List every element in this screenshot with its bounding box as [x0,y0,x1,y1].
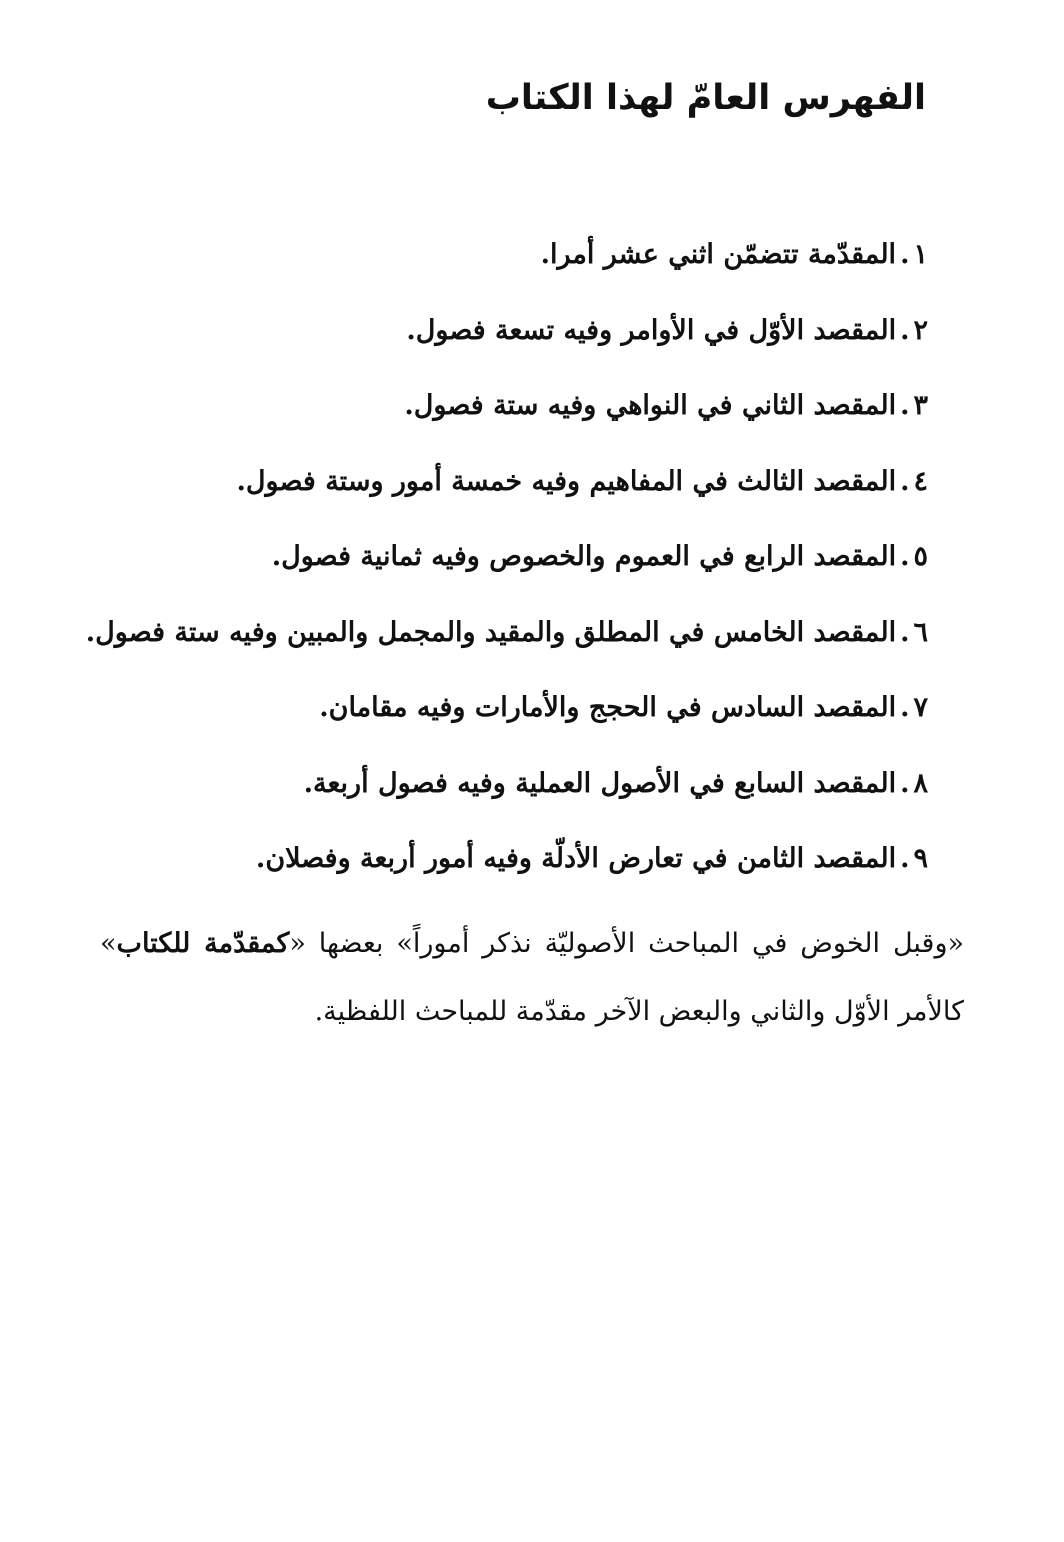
toc-item-text: المقصد الأوّل في الأوامر وفيه تسعة فصول. [406,314,897,346]
toc-item-separator: . [900,465,910,497]
page-title: الفهرس العامّ لهذا الكتاب [485,78,926,118]
toc-item-text: المقصد السابع في الأصول العملية وفيه فصول أربعة. [303,767,897,799]
intro-bold-phrase: كمقدّمة للكتاب [116,928,290,959]
toc-item-number: ٥ [913,541,928,572]
toc-item-number: ٢ [913,314,928,346]
toc-item-number: ٣ [913,390,928,421]
toc-item-separator: . [900,314,910,346]
toc-item-7 [86,683,928,759]
toc-item-separator: . [900,239,910,270]
toc-item-text: المقصد السادس في الحجج والأمارات وفيه مقامان. [319,692,897,723]
toc-item-number: ٨ [913,767,928,799]
toc-item-9 [86,834,928,910]
toc-item-text: المقصد الثاني في النواهي وفيه ستة فصول. [404,390,897,421]
toc-item-text: المقصد الخامس في المطلق والمقيد والمجمل والمبين وفيه ستة فصول. [85,616,897,648]
toc-item-text: المقصد الثامن في تعارض الأدلّة وفيه أمور أربعة وفصلان. [255,843,897,874]
toc-item-text: المقصد الرابع في العموم والخصوص وفيه ثمانية فصول. [271,541,897,572]
toc-item-text: المقدّمة تتضمّن اثني عشر أمرا. [540,239,897,270]
toc-item-3 [86,381,928,457]
toc-item-6 [86,608,928,684]
toc-item-5 [86,532,928,608]
toc-item-separator: . [900,843,910,874]
toc-item-separator: . [900,767,910,799]
toc-item-separator: . [900,692,910,723]
intro-text-part2: » كالأمر الأوّل والثاني والبعض الآخر مقدّمة للمباحث اللفظية. [100,928,964,1027]
toc-item-number: ٧ [913,692,928,723]
intro-paragraph [100,910,964,1046]
toc-item-number: ٤ [913,465,928,497]
toc-item-1 [86,230,928,306]
toc-item-separator: . [900,390,910,421]
toc-item-8 [86,759,928,835]
toc-item-text: المقصد الثالث في المفاهيم وفيه خمسة أمور وستة فصول. [236,465,897,497]
toc-item-number: ٩ [913,843,928,874]
intro-text-part1: «وقبل الخوض في المباحث الأصوليّة نذكر أموراً» بعضها « [289,928,964,959]
toc-item-2 [86,306,928,382]
toc-item-number: ٦ [913,616,928,648]
toc-item-4 [86,457,928,533]
toc-item-number: ١ [913,239,928,270]
table-of-contents [86,230,928,910]
toc-item-separator: . [900,541,910,572]
toc-item-separator: . [900,616,910,648]
